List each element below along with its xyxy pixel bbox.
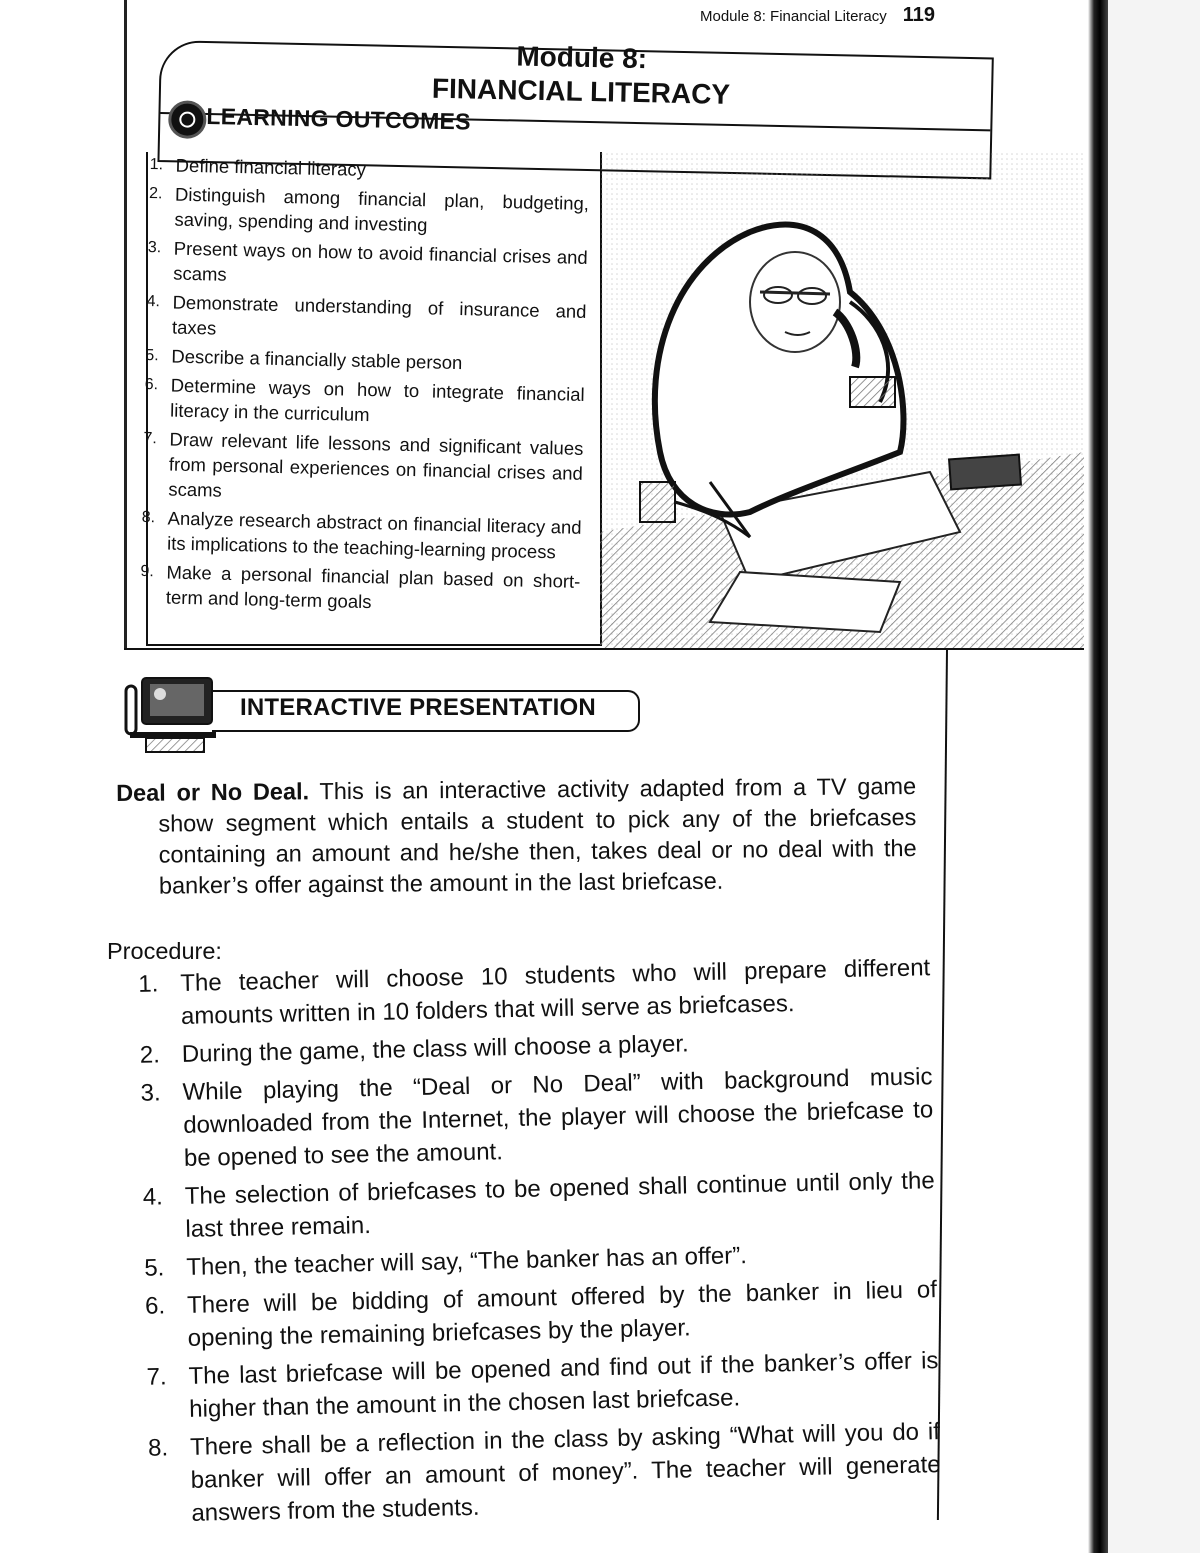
list-item-number: 9. — [140, 562, 155, 581]
learning-outcomes-heading: LEARNING OUTCOMES — [206, 102, 472, 135]
list-item — [130, 951, 931, 1034]
deal-lead-title: Deal or No Deal. — [116, 778, 310, 806]
list-item-text: The last briefcase will be opened and find out if the banker’s offer is higher than the amount in the chosen last briefcase. — [188, 1347, 939, 1423]
list-item-text: While playing the “Deal or No Deal” with background music downloaded from the Internet, the player will choose the briefcase to be opened to see the amount. — [182, 1063, 934, 1172]
learning-outcomes-list — [140, 152, 590, 623]
list-item-text: The teacher will choose 10 students who will prepare different amounts written in 10 folders that will serve as briefcases. — [180, 954, 931, 1030]
page-left-rule — [124, 0, 127, 650]
list-item-text: During the game, the class will choose a player. — [181, 1030, 689, 1068]
list-item — [146, 289, 587, 349]
list-item — [137, 1273, 938, 1356]
list-item-number: 7. — [146, 1363, 167, 1391]
module-name: FINANCIAL LITERACY — [431, 72, 731, 110]
list-item-text: Present ways on how to avoid financial crises and scams — [173, 237, 588, 285]
section-rule — [124, 648, 1084, 650]
list-item — [138, 1344, 939, 1427]
running-header — [700, 4, 1000, 27]
list-item-text: Analyze research abstract on financial literacy and its implications to the teaching-learning process — [166, 507, 582, 563]
list-item-text: Draw relevant life lessons and significant values from personal experiences on financial crises and scams — [168, 428, 584, 501]
list-item-number: 8. — [147, 1434, 169, 1462]
list-item-number: 3. — [140, 1079, 161, 1107]
list-item-number: 5. — [144, 1254, 165, 1282]
list-item-text: Make a personal financial plan based on short-term and long-term goals — [165, 561, 581, 613]
procedure-heading: Procedure: — [107, 938, 222, 964]
list-item — [132, 1060, 934, 1176]
list-item — [144, 372, 585, 432]
list-item-text: Describe a financially stable person — [171, 345, 463, 374]
list-item — [141, 505, 582, 565]
procedure-list — [130, 951, 942, 1536]
list-item-number: 2. — [139, 1041, 161, 1069]
book-spine — [1088, 0, 1108, 1553]
interactive-presentation-banner — [124, 676, 644, 746]
list-item-number: 6. — [144, 1292, 166, 1320]
list-item-number: 5. — [145, 346, 159, 365]
deal-paragraph — [116, 771, 917, 902]
deal-body-text: This is an interactive activity adapted from a TV game show segment which entails a student to pick any of the briefcases containing an amount and he/she then, takes deal or no deal with the banker’s offer against the amount in the last briefcase. — [158, 773, 917, 899]
list-item-text: Determine ways on how to integrate financial literacy in the curriculum — [169, 374, 585, 426]
list-item-text: There will be bidding of amount offered by the banker in lieu of opening the remaining briefcases by the player. — [186, 1276, 938, 1352]
woman-on-phone-illustration — [600, 152, 1084, 650]
list-item-number: 4. — [146, 292, 161, 311]
deal-or-no-deal-description — [116, 771, 917, 902]
list-item-text: Then, the teacher will say, “The banker has an offer”. — [185, 1242, 748, 1281]
list-item-number: 6. — [144, 375, 159, 394]
list-item-number: 2. — [148, 184, 163, 203]
list-item — [140, 559, 581, 619]
list-item-text: Demonstrate understanding of insurance and taxes — [171, 291, 587, 339]
list-item-text: Distinguish among financial plan, budgeting, saving, spending and investing — [174, 183, 590, 236]
list-item-text: There shall be a reflection in the class by asking “What will you do if banker will offer an amount of money”. The teacher will generate answers from the students. — [189, 1418, 941, 1527]
list-item-text: Define financial literacy — [175, 154, 367, 180]
page-edge-shadow — [1108, 0, 1200, 1553]
computer-icon — [124, 676, 220, 756]
list-item-number: 1. — [138, 970, 159, 998]
list-item — [134, 1164, 935, 1247]
module-title — [381, 37, 782, 113]
list-item-text: The selection of briefcases to be opened shall continue until only the last three remain. — [184, 1167, 935, 1243]
interactive-presentation-heading: INTERACTIVE PRESENTATION — [240, 694, 596, 721]
list-item — [148, 181, 589, 241]
list-item-number: 1. — [149, 155, 164, 174]
list-item-number: 4. — [142, 1183, 164, 1211]
list-item-number: 8. — [141, 508, 156, 527]
target-icon — [168, 100, 207, 139]
module-number: Module 8: — [516, 40, 648, 75]
list-item-number: 7. — [143, 429, 158, 448]
list-item-number: 3. — [147, 238, 162, 257]
running-header-title: Module 8: Financial Literacy — [700, 8, 887, 25]
list-item — [140, 1415, 942, 1531]
illustration-drawing — [600, 152, 1084, 648]
page-number: 119 — [902, 4, 936, 26]
list-item — [147, 235, 588, 295]
list-item — [142, 426, 584, 511]
